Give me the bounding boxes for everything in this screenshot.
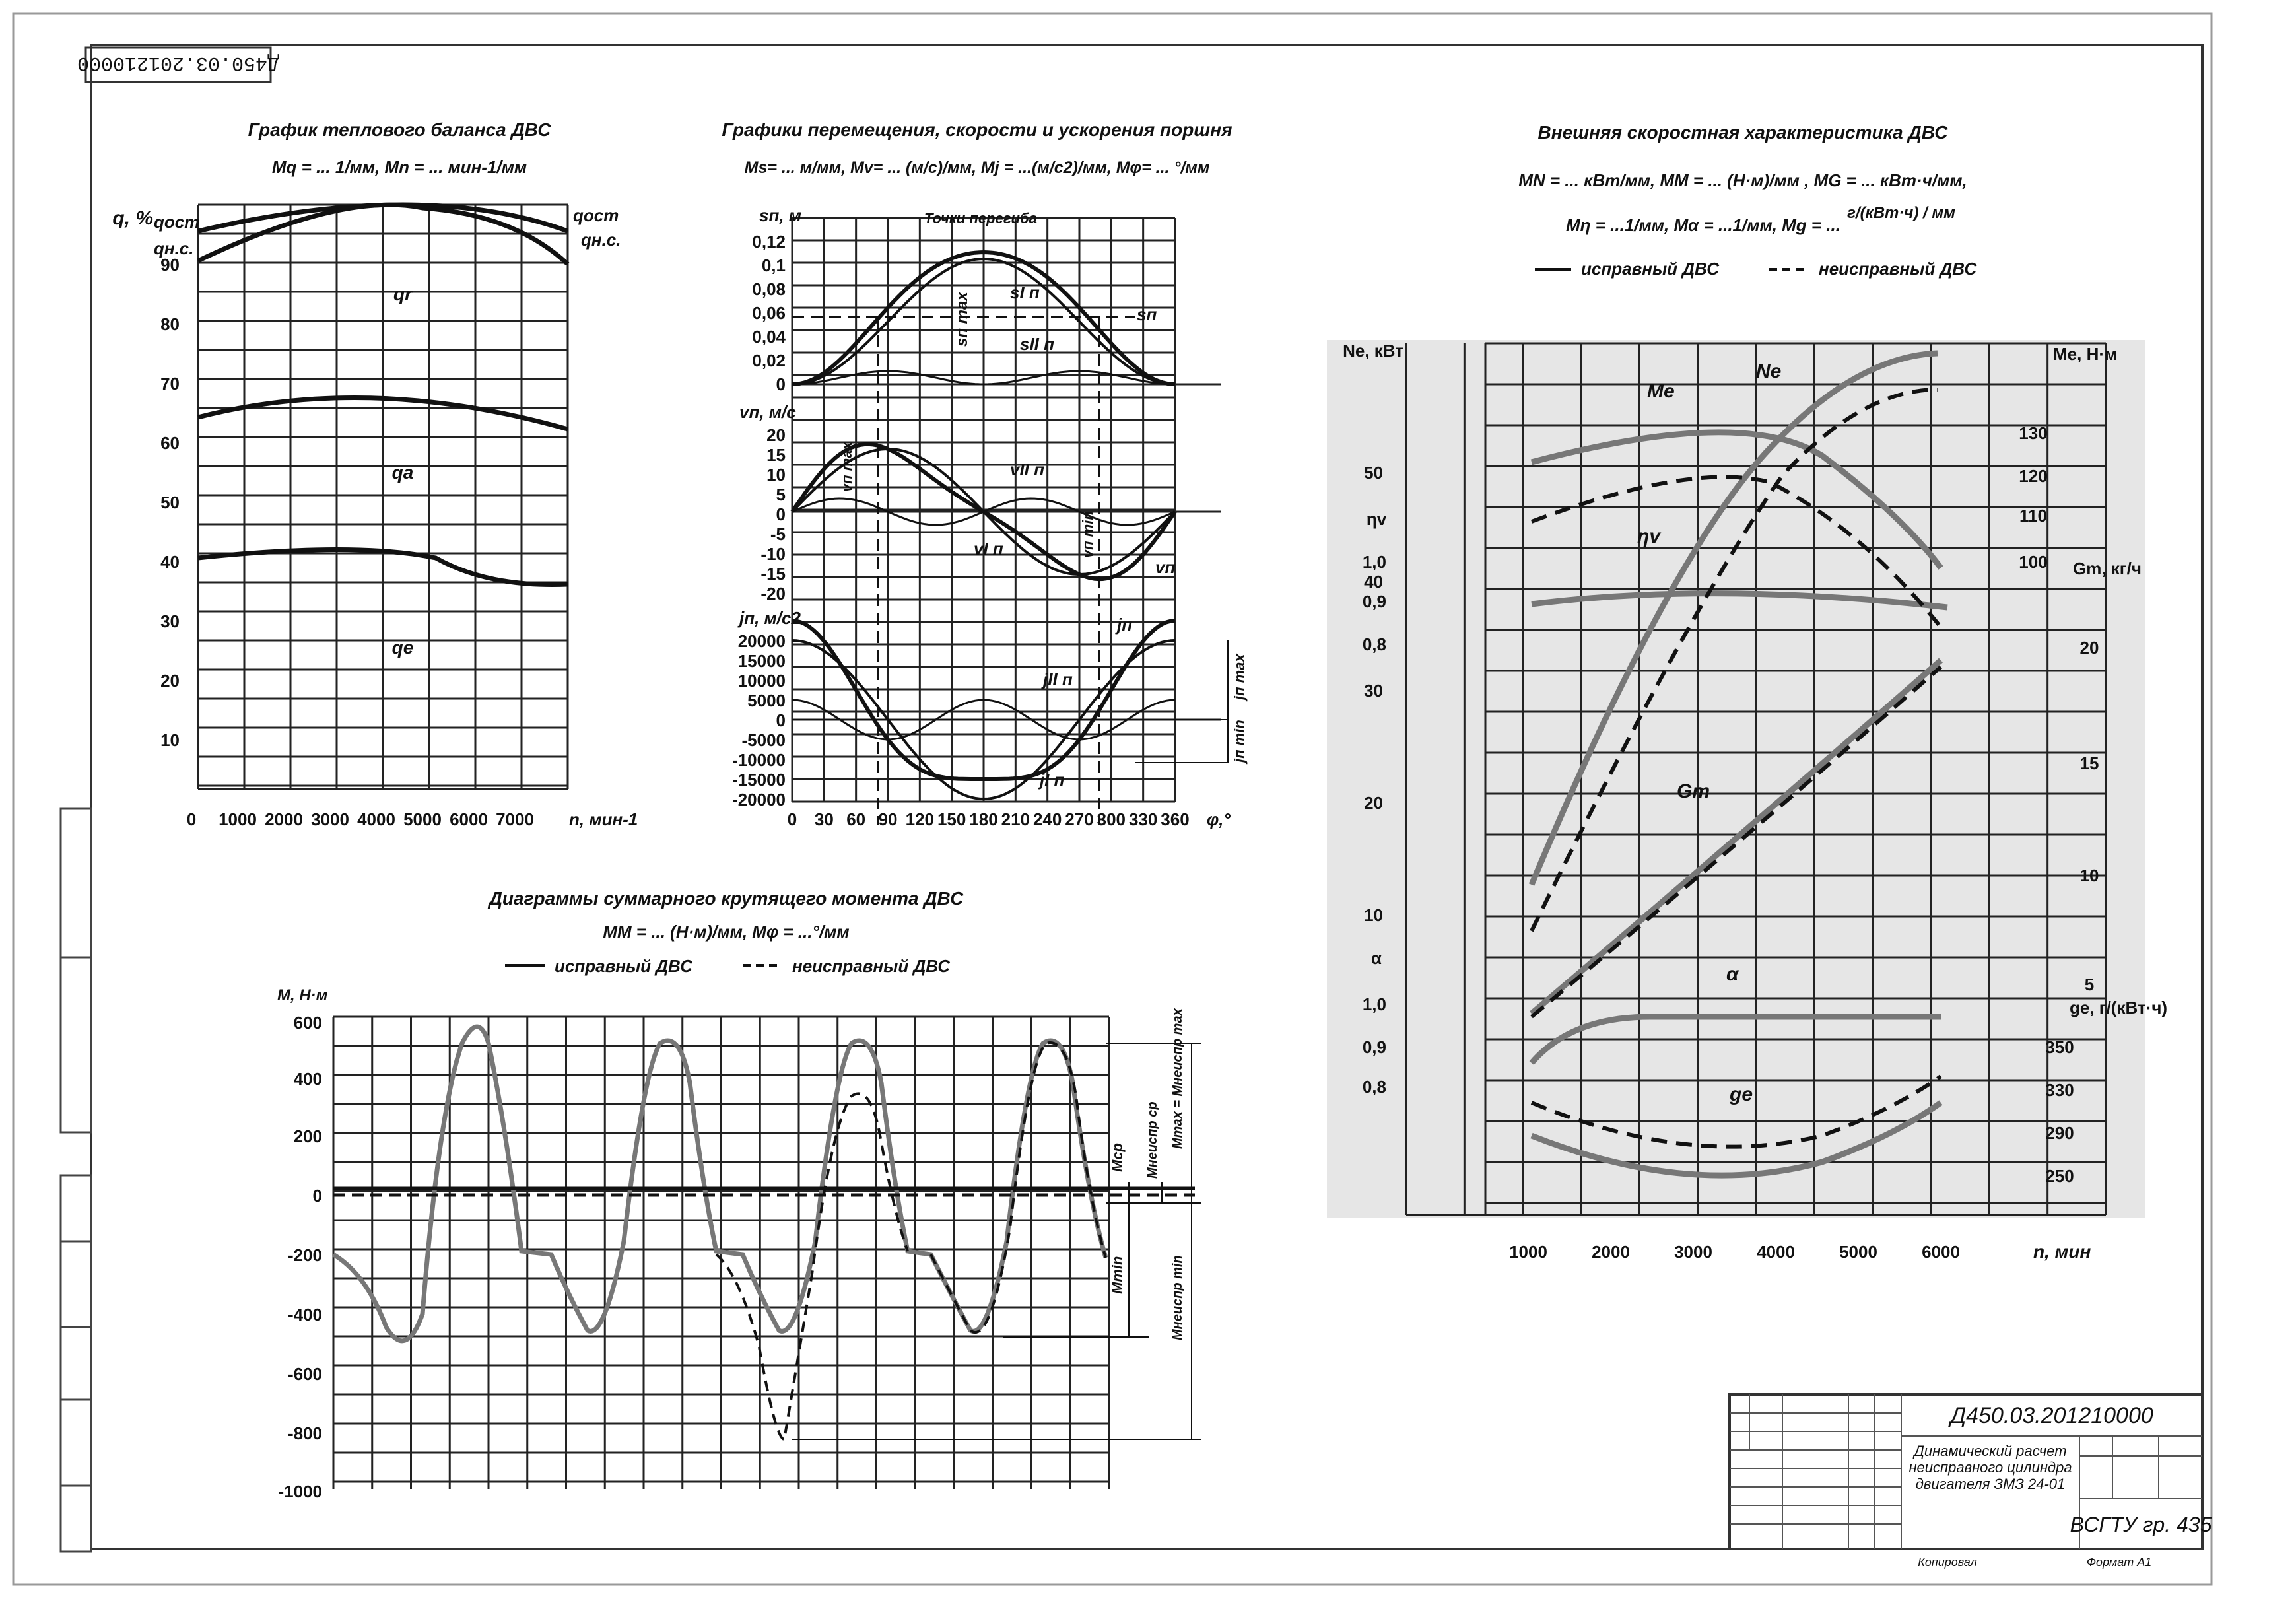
thermal-grid (198, 205, 568, 789)
thermal-x-tick: 6000 (450, 809, 488, 829)
phi-tick: 210 (1001, 809, 1030, 829)
j-tick: 20000 (737, 631, 786, 651)
label-etav: ηv (1637, 526, 1661, 547)
left-label: ηv (1366, 509, 1387, 529)
phi-tick: 270 (1065, 809, 1094, 829)
phi-tick: 0 (787, 809, 797, 829)
thermal-y-tick: 80 (160, 314, 180, 334)
label-v1: vI п (974, 539, 1003, 559)
label-jmin: jп min (1231, 720, 1248, 763)
right-label: 10 (2079, 866, 2099, 885)
v-axis-label: vп, м/с (739, 402, 796, 422)
phi-tick: 30 (814, 809, 834, 829)
external-x-tick: 3000 (1674, 1242, 1712, 1262)
label-mcp: Mср (1109, 1143, 1126, 1172)
left-label: 0,9 (1362, 1037, 1386, 1057)
label-mmin: Mmin (1109, 1256, 1126, 1294)
label-alpha: α (1726, 963, 1739, 985)
phi-tick: 240 (1032, 809, 1062, 829)
v-tick: 5 (776, 485, 786, 504)
title-block-name-2: неисправного цилиндра (1908, 1459, 2072, 1476)
left-label: 0,8 (1362, 635, 1386, 654)
label-v2: vII п (1010, 460, 1045, 479)
v-tick: -10 (760, 544, 786, 564)
j-ticks (732, 631, 786, 809)
label-s2: sII п (1020, 334, 1055, 354)
j-tick: 5000 (747, 691, 786, 710)
title-block-copied: Копировал (1918, 1556, 1977, 1569)
zone-label-qr: qr (393, 284, 412, 304)
left-label: 0,9 (1362, 592, 1386, 611)
s-axis-label: sп, м (759, 205, 802, 225)
right-label: 15 (2079, 753, 2099, 773)
thermal-y-ticks (160, 255, 180, 750)
torque-title: Диаграммы суммарного крутящего момента ДВС (489, 888, 964, 909)
phi-tick: 90 (878, 809, 898, 829)
torque-y-tick: -1000 (278, 1482, 322, 1501)
left-label: 10 (1364, 905, 1383, 925)
torque-y-tick: -800 (287, 1424, 322, 1443)
title-block-code: Д450.03.201210000 (1950, 1403, 2153, 1428)
torque-dimension-lines (792, 1043, 1201, 1439)
title-block (1730, 1394, 2212, 1569)
title-block-name-1: Динамический расчет (1914, 1443, 2067, 1459)
label-vmax: vп max (838, 442, 855, 492)
external-x-tick: 6000 (1922, 1242, 1960, 1262)
s-tick: 0 (776, 374, 786, 394)
right-label: 120 (2019, 466, 2048, 486)
left-label: 50 (1364, 463, 1383, 483)
thermal-x-tick: 2000 (265, 809, 303, 829)
label-s1: sI п (1010, 283, 1040, 302)
external-xlabel: n, мин (2033, 1241, 2091, 1262)
label-gm: Gm (1677, 780, 1710, 802)
label-ge: ge (1730, 1083, 1753, 1105)
torque-y-tick: -600 (287, 1364, 322, 1384)
torque-y-ticks (279, 1013, 323, 1501)
label-vmin: vп min (1079, 511, 1096, 558)
left-label: 30 (1364, 681, 1383, 701)
thermal-x-tick: 7000 (496, 809, 534, 829)
phi-label: φ,° (1207, 809, 1231, 829)
v-ticks (760, 425, 786, 603)
torque-y-tick: 400 (293, 1069, 322, 1089)
thermal-y-tick: 70 (160, 374, 180, 394)
right-label: Gm, кг/ч (2073, 559, 2142, 578)
piston-scales: Ms= ... м/мм, Mv= ... (м/с)/мм, Mj = ...(м/с2)/мм, Mφ= ... °/мм (744, 158, 1210, 177)
left-label: 1,0 (1362, 552, 1386, 572)
external-x-tick: 4000 (1757, 1242, 1795, 1262)
label-me: Me (1647, 380, 1675, 402)
external-title: Внешняя скоростная характеристика ДВС (1537, 122, 1948, 143)
torque-ylabel: M, Н·м (277, 986, 328, 1004)
left-label: 0,8 (1362, 1077, 1386, 1097)
external-scales1: MN = ... кВт/мм, MM = ... (Н·м)/мм , MG = ... кВт·ч/мм, (1518, 170, 1967, 190)
doc-stamp-top (77, 48, 279, 82)
torque-y-tick: -200 (287, 1245, 322, 1265)
label-mmax: Mmax = Mнеиспр max (1170, 1008, 1185, 1149)
j-axis-label: jп, м/с2 (739, 608, 801, 628)
torque-scales: MM = ... (Н·м)/мм, Mφ = ...°/мм (603, 922, 850, 942)
thermal-x-ticks (187, 809, 534, 829)
thermal-xlabel: n, мин-1 (569, 809, 638, 829)
torque-legend-solid: исправный ДВС (555, 956, 692, 976)
right-label: 350 (2045, 1037, 2074, 1057)
v-tick: 0 (776, 504, 786, 524)
right-label: 100 (2019, 552, 2048, 572)
j-tick: -15000 (732, 770, 786, 790)
thermal-x-tick: 1000 (219, 809, 257, 829)
thermal-title: График теплового баланса ДВС (248, 120, 551, 140)
label-smax: sп max (953, 292, 971, 347)
j-tick: 10000 (737, 671, 786, 691)
title-block-name-3: двигателя ЗМЗ 24-01 (1915, 1476, 2066, 1492)
right-label: 330 (2045, 1080, 2074, 1100)
label-jmax: jп max (1231, 654, 1248, 700)
left-margin-strip (61, 809, 91, 1552)
phi-tick: 360 (1161, 809, 1190, 829)
phi-tick: 120 (905, 809, 935, 829)
label-mcp-faulty: Mнеиспр ср (1145, 1101, 1160, 1179)
s-tick: 0,06 (752, 303, 786, 323)
zone-label-qe: qe (391, 637, 414, 658)
thermal-x-tick: 3000 (311, 809, 349, 829)
thermal-y-tick: 50 (160, 493, 180, 512)
title-block-org: ВСГТУ гр. 435 (2070, 1513, 2212, 1536)
piston-kinematics-chart (722, 120, 1248, 829)
phi-tick: 330 (1128, 809, 1158, 829)
torque-y-tick: 0 (312, 1186, 322, 1206)
v-tick: 20 (766, 425, 786, 445)
thermal-y-tick: 90 (160, 255, 180, 275)
thermal-x-tick: 5000 (403, 809, 442, 829)
phi-ticks (788, 809, 1190, 829)
external-scales2: Mη = ...1/мм, Mα = ...1/мм, Mg = ... (1566, 215, 1840, 235)
torque-chart (277, 888, 1201, 1501)
left-label: 1,0 (1362, 994, 1386, 1014)
label-jn: jп (1117, 615, 1133, 635)
label-vn: vп (1155, 557, 1176, 577)
torque-y-tick: 600 (293, 1013, 322, 1033)
torque-y-tick: 200 (293, 1126, 322, 1146)
inflection-label: Точки перегиба (924, 210, 1037, 226)
v-tick: 15 (766, 445, 786, 465)
j-tick: -5000 (741, 730, 786, 750)
torque-curve-dashed (716, 1043, 1106, 1439)
thermal-x-tick: 4000 (357, 809, 395, 829)
left-label: 20 (1364, 793, 1383, 813)
thermal-ylabel: q, % (112, 207, 153, 229)
v-tick: -20 (760, 584, 786, 603)
left-label: 40 (1364, 572, 1383, 592)
right-label: 110 (2019, 506, 2047, 526)
external-scales-frac: г/(кВт·ч) / мм (1847, 204, 1955, 222)
thermal-balance-chart (112, 120, 638, 829)
right-label: 290 (2045, 1123, 2074, 1143)
thermal-y-tick: 20 (160, 671, 180, 691)
phi-tick: 150 (937, 809, 966, 829)
right-label: 20 (2079, 638, 2099, 658)
s-tick: 0,04 (752, 327, 786, 347)
left-label: Ne, кВт (1343, 341, 1403, 361)
thermal-y-tick: 40 (160, 552, 180, 572)
right-label: Me, Н·м (2053, 344, 2118, 364)
piston-title: Графики перемещения, скорости и ускорения поршня (722, 120, 1232, 140)
j-tick: -10000 (732, 750, 786, 770)
j-tick: 15000 (737, 651, 786, 671)
v-tick: 10 (766, 465, 786, 485)
torque-y-tick: -400 (287, 1305, 322, 1324)
thermal-scales: Mq = ... 1/мм, Mn = ... мин-1/мм (271, 157, 527, 177)
s-ticks (752, 232, 786, 394)
phi-tick: 60 (846, 809, 866, 829)
legend-dashed-label: неисправный ДВС (1819, 259, 1977, 279)
s-tick: 0,12 (752, 232, 786, 252)
zone-label-qa: qa (391, 462, 414, 483)
right-label: ge, г/(кВт·ч) (2070, 998, 2168, 1017)
j-tick: 0 (776, 710, 786, 730)
thermal-x-tick: 0 (186, 809, 197, 829)
external-x-tick: 5000 (1839, 1242, 1877, 1262)
thermal-y-tick: 10 (160, 730, 180, 750)
piston-grid (792, 218, 1221, 802)
external-x-tick: 2000 (1592, 1242, 1630, 1262)
phi-tick: 180 (969, 809, 998, 829)
curve-label-qost-right: qост (573, 205, 619, 225)
j-tick: -20000 (732, 790, 786, 809)
label-j2: jII п (1043, 670, 1073, 689)
title-block-format: Формат А1 (2086, 1556, 2152, 1569)
thermal-y-tick: 60 (160, 433, 180, 453)
curve-label-qost-left: qост (154, 212, 200, 232)
s-tick: 0,02 (752, 351, 786, 370)
external-x-tick: 1000 (1509, 1242, 1547, 1262)
phi-tick: 300 (1097, 809, 1126, 829)
right-label: 130 (2019, 423, 2048, 443)
right-label: 250 (2045, 1166, 2074, 1186)
label-mmin-faulty: Mнеиспр min (1170, 1255, 1185, 1340)
curve-label-qns-right: qн.с. (581, 230, 621, 250)
external-x-ticks (1509, 1242, 1960, 1262)
right-label: 5 (2084, 975, 2095, 994)
label-j1: jI п (1040, 770, 1065, 790)
doc-stamp-code: Д450.03.201210000 (77, 52, 280, 74)
thermal-y-tick: 30 (160, 611, 180, 631)
external-speed-chart (1327, 122, 2167, 1262)
v-tick: -5 (770, 524, 786, 544)
s-tick: 0,1 (761, 256, 786, 275)
v-tick: -15 (760, 564, 786, 584)
curve-label-qns-left: qн.с. (154, 238, 194, 258)
left-label: α (1371, 948, 1382, 968)
s-tick: 0,08 (752, 279, 786, 299)
label-ne: Ne (1756, 361, 1782, 382)
label-sn: sп (1137, 304, 1157, 324)
torque-legend-dashed: неисправный ДВС (792, 956, 951, 976)
legend-solid-label: исправный ДВС (1581, 259, 1719, 279)
